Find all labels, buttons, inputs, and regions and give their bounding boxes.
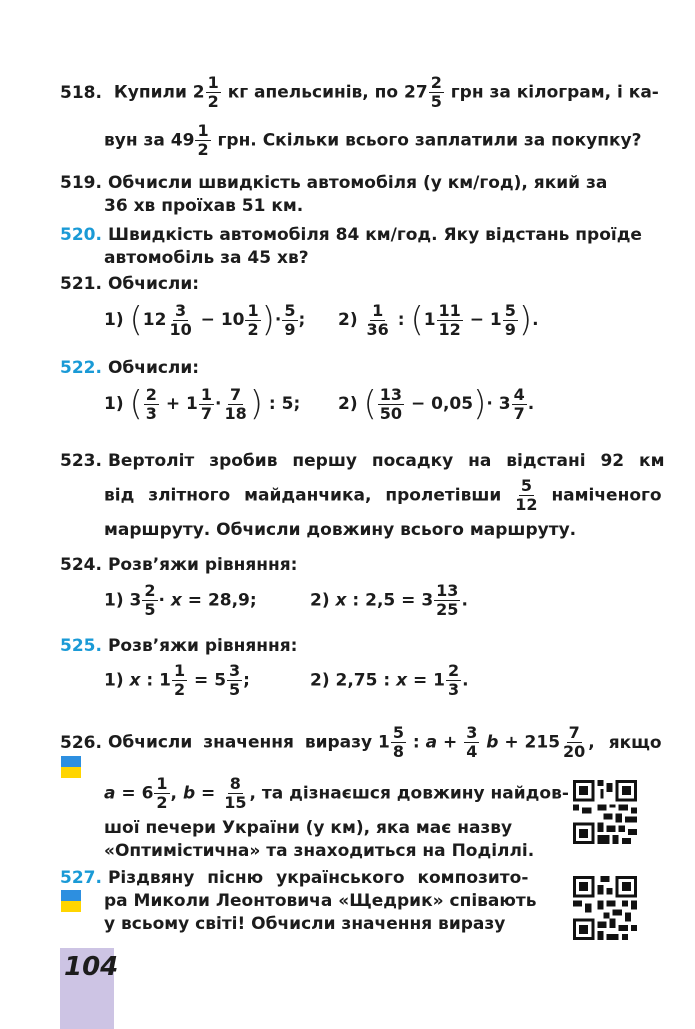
problem-number: 522. [60,358,102,378]
qr-code-icon[interactable] [573,876,637,940]
problem-number: 525. [60,636,102,656]
fraction: $\frac{5}{12}$ [515,476,538,514]
problem-523-line3: маршруту. Обчисли довжину всього маршруту. [104,520,577,540]
text: кг апельсинів, по [227,82,399,103]
text: Обчисли: [107,274,200,294]
text: Розв’яжи рівняння: [107,555,298,575]
text: Вертоліт зробив першу посадку на відстані 92 км [107,451,665,471]
whole: 27 [404,82,428,103]
problem-527-line1 [60,868,528,888]
text: від злітного майданчика, пролетівши [104,485,502,506]
text: Швидкість автомобіля 84 км/год. Яку відстань проїде [107,225,642,245]
text: Різдвяну пісню українського композито- [107,868,529,888]
problem-522-title [60,358,199,378]
problem-524-eq1: 1) 3 $\frac{2}{5}$ · x = 28,9; [104,581,257,619]
problem-527-line3: у всьому світі! Обчисли значення виразу [104,914,506,934]
qr-code-icon[interactable] [573,780,637,844]
problem-526-line1: 526. Обчисли значення виразу 1 $\frac{5}{8}$ : a + $\frac{3}{4}$ b + 215 $\frac{7}{20}$ , якщо [60,723,662,761]
problem-525-eq2: 2) 2,75 : x = 1 $\frac{2}{3}$ . [310,661,469,699]
text: Обчисли швидкість автомобіля (у км/год), який за [107,173,608,193]
text: грн за кілограм, і ка- [450,82,659,103]
ukraine-flag-icon [61,890,81,912]
problem-519-line2: 36 хв проїхав 51 км. [104,196,304,216]
problem-522-expr2: 2) ( $\frac{13}{50}$ − 0,05)· 3 $\frac{4}{7}$ . [338,384,535,424]
text: вун за [104,130,165,151]
problem-523-line2 [104,477,662,514]
problem-518-line1 [60,74,659,111]
problem-524-eq2: 2) x : 2,5 = 3 $\frac{13}{25}$ . [310,581,468,619]
problem-number: 518. [60,82,102,103]
problem-number: 520. [60,225,102,245]
problem-number: 521. [60,274,102,294]
problem-526-line4: «Оптимістична» та знаходиться на Поділлі. [104,841,535,861]
problem-525-title [60,636,297,656]
problem-526-line2: a = 6 $\frac{1}{2}$ , b = $\frac{8}{15}$ , та дізнаєшся довжину найдов- [104,774,569,812]
problem-523-line1 [60,451,664,471]
problem-number: 526. [60,732,102,753]
problem-524-title [60,555,297,575]
whole: 49 [170,130,195,151]
problem-521-expr2: 2) $\frac{1}{36}$ : (1 $\frac{11}{12}$ − 1 $\frac{5}{9}$ ). [338,300,539,340]
problem-521-expr1: 1) (12 $\frac{3}{10}$ − 10 $\frac{1}{2}$ )· $\frac{5}{9}$ ; [104,300,306,340]
problem-number: 519. [60,173,102,193]
text: наміченого [551,485,662,506]
problem-518-line2 [104,122,641,159]
problem-527-line2: ра Миколи Леонтовича «Щедрик» співають [104,891,537,911]
ukraine-flag-icon [61,756,81,778]
text: та дізнаєшся довжину найдов- [261,783,569,804]
problem-number: 524. [60,555,102,575]
problem-520-line2: автомобіль за 45 хв? [104,248,309,268]
fraction: $\frac{1}{2}$ [197,121,209,159]
whole: 2 [192,82,205,103]
text: грн. Скільки всього заплатили за покупку? [217,130,642,151]
problem-522-expr1: 1) ( $\frac{2}{3}$ + 1 $\frac{1}{7}$ · $\frac{7}{18}$ ) : 5; [104,384,301,424]
problem-525-eq1: 1) x : 1 $\frac{1}{2}$ = 5 $\frac{3}{5}$ ; [104,661,250,699]
page-number: 104 [64,952,119,982]
text: Обчисли значення виразу [107,732,373,753]
text: якщо [608,732,662,753]
problem-number: 523. [60,451,102,471]
problem-519-line1 [60,173,607,193]
problem-520-line1 [60,225,642,245]
problem-521-title [60,274,199,294]
fraction: $\frac{1}{2}$ [207,73,219,111]
text: Купили [113,82,187,103]
text: Розв’яжи рівняння: [107,636,298,656]
text: Обчисли: [107,358,200,378]
problem-526-line3: шої печери України (у км), яка має назву [104,818,513,838]
problem-number: 527. [60,868,102,888]
fraction: $\frac{2}{5}$ [430,73,442,111]
